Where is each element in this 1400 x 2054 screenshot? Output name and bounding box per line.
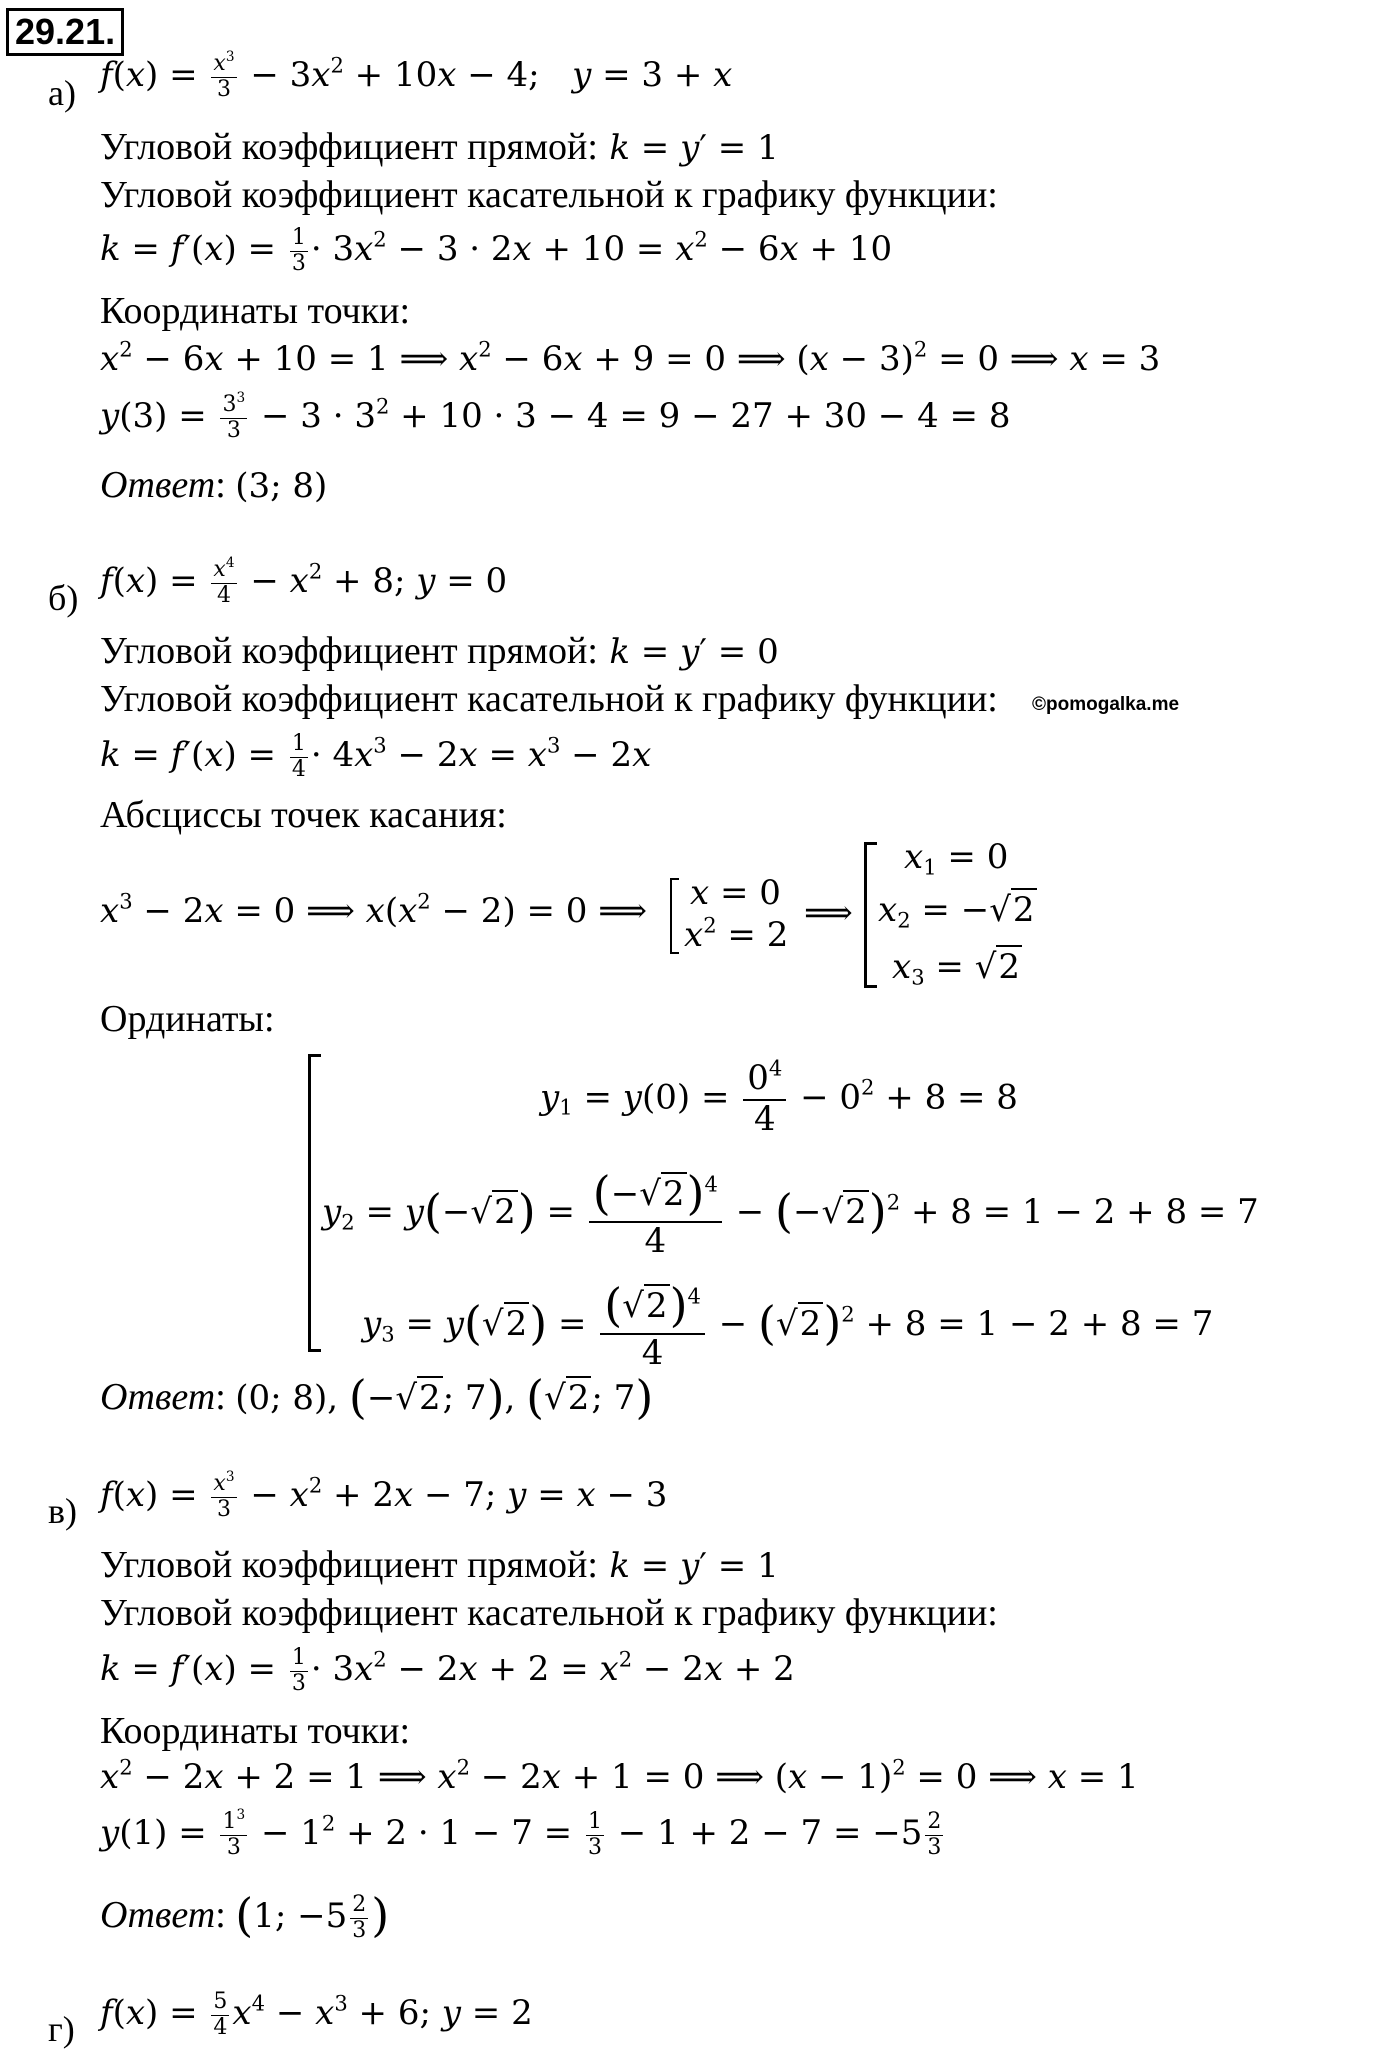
- part-v-label: в): [48, 1491, 77, 1531]
- part-b-slope-line: Угловой коэффициент прямой: k = y′ = 0: [100, 630, 779, 672]
- part-b-slope-tangent-label: Угловой коэффициент касательной к графику функции:: [100, 678, 998, 720]
- root-x3: $x_3 = √2$: [892, 947, 1021, 990]
- part-b-function: f(x) = $\frac{x^4}{4}$ − $x^2 + 8$; y = 0: [100, 555, 508, 609]
- system-x-squared: $x^2 = 2$: [684, 912, 789, 955]
- part-a-slope-tangent-label: Угловой коэффициент касательной к графику функции:: [100, 174, 998, 216]
- part-a-answer: Ответ: (3; 8): [100, 464, 328, 506]
- part-a-y-value: y(3) = $\frac{3^3}{3}$ − $3 \cdot 3^2 + 10 \cdot 3 - 4 = 9 - 27 + 30 - 4 = 8$: [100, 390, 1011, 444]
- part-b-abscissas-label: Абсциссы точек касания:: [100, 794, 507, 836]
- part-a-function: f(x) = $\frac{x^3}{3}$ − $3x^2 + 10x - 4$; y = 3 + x: [100, 49, 733, 103]
- part-b-equation: $x^3 - 2x = 0$ ⟹ $x(x^2 - 2) = 0$ ⟹: [100, 888, 647, 931]
- answer-label: Ответ: [100, 1894, 216, 1936]
- system-x-zero: x = 0: [690, 873, 781, 913]
- ordinate-y2: $y_2 = y(-√2)$ = $\frac{(-√2)^4}{4}$ − $(-√2)^2 + 8 = 1 - 2 + 8 = 7$: [322, 1166, 1259, 1261]
- part-b-label: б): [48, 578, 79, 618]
- part-g-label: г): [48, 2009, 75, 2049]
- slope-line-label: Угловой коэффициент прямой:: [100, 630, 598, 672]
- roots-bracket: [864, 842, 877, 988]
- watermark: ©pomogalka.me: [1032, 694, 1180, 715]
- root-x1: $x_1 = 0$: [904, 837, 1009, 880]
- ordinate-y3: $y_3 = y(√2)$ = $\frac{(√2)^4}{4}$ − $(√2)^2 + 8 = 1 - 2 + 8 = 7$: [362, 1278, 1214, 1373]
- part-g-function: f(x) = $\frac{5}{4}$ $x^4 - x^3 + 6$; y = 2: [100, 1989, 533, 2041]
- part-a-label: а): [48, 73, 76, 113]
- ordinates-bracket: [308, 1054, 321, 1352]
- part-v-slope-line: Угловой коэффициент прямой: k = y′ = 1: [100, 1544, 779, 1586]
- slope-line-label: Угловой коэффициент прямой:: [100, 1544, 598, 1586]
- system-bracket: [670, 878, 679, 954]
- part-b-answer: Ответ: (0; 8), (−√2; 7), (√2; 7): [100, 1370, 654, 1424]
- part-a-coords-label: Координаты точки:: [100, 290, 411, 332]
- root-x2: $x_2 = -√2$: [878, 890, 1035, 933]
- part-a-derivative: k = f′(x) = $\frac{1}{3}$ · $3x^2 - 3 \cdot 2x + 10 = x^2 - 6x + 10$: [100, 225, 893, 277]
- part-v-coords-label: Координаты точки:: [100, 1710, 411, 1752]
- part-v-answer: Ответ: (1; −5 $\frac{2}{3}$ ): [100, 1888, 390, 1943]
- problem-number: 29.21.: [6, 8, 124, 56]
- part-v-function: f(x) = $\frac{x^3}{3}$ − $x^2 + 2x - 7$; y = x − 3: [100, 1469, 668, 1523]
- part-v-derivative: k = f′(x) = $\frac{1}{3}$ · $3x^2 - 2x + 2 = x^2 - 2x + 2$: [100, 1645, 795, 1697]
- answer-label: Ответ: [100, 464, 216, 506]
- part-v-y-value: y(1) = $\frac{1^3}{3}$ − $1^2 + 2 \cdot 1 - 7$ = $\frac{1}{3}$ − 1 + 2 − 7 = −5 $\frac{2}{3}$: [100, 1807, 942, 1861]
- answer-label: Ответ: [100, 1376, 216, 1418]
- slope-line-label: Угловой коэффициент прямой:: [100, 126, 598, 168]
- part-b-derivative: k = f′(x) = $\frac{1}{4}$ · $4x^3 - 2x = x^3 - 2x$: [100, 731, 652, 783]
- part-a-equation: $x^2 - 6x + 10 = 1$ ⟹ $x^2 - 6x + 9 = 0$ ⟹ $(x - 3)^2 = 0$ ⟹ x = 3: [100, 336, 1161, 379]
- part-v-slope-tangent-label: Угловой коэффициент касательной к графику функции:: [100, 1592, 998, 1634]
- part-b-ordinates-label: Ординаты:: [100, 998, 275, 1040]
- ordinate-y1: $y_1 = y(0)$ = $\frac{0^4}{4}$ − $0^2 + 8 = 8$: [540, 1055, 1018, 1140]
- part-a-slope-line: Угловой коэффициент прямой: k = y′ = 1: [100, 126, 779, 168]
- implies-arrow: ⟹: [804, 893, 853, 933]
- part-v-equation: $x^2 - 2x + 2 = 1$ ⟹ $x^2 - 2x + 1 = 0$ ⟹ $(x - 1)^2 = 0$ ⟹ x = 1: [100, 1754, 1139, 1797]
- part-a-answer-value: (3; 8): [235, 466, 328, 506]
